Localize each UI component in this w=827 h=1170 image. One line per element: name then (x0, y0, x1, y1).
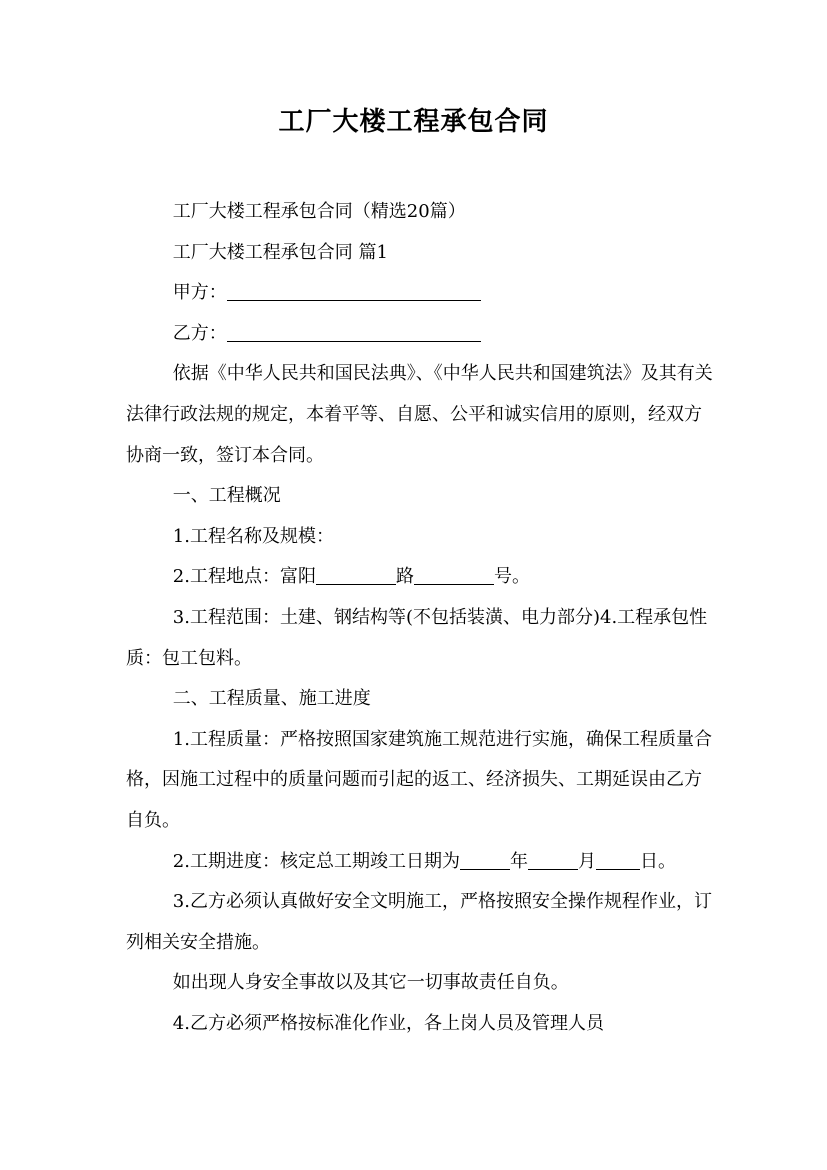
month-blank (528, 849, 578, 870)
party-b-blank (227, 321, 481, 342)
document-subtitle: 工厂大楼工程承包合同（精选20篇） (172, 201, 466, 222)
item-2-2-prefix: 2.工期进度：核定总工期竣工日期为 (172, 850, 460, 872)
item-2-3: 3.乙方必须认真做好安全文明施工，严格按照安全操作规程作业，订列相关安全措施。 (126, 891, 712, 953)
section-2-heading: 二、工程质量、施工进度 (172, 688, 371, 710)
year-blank (460, 849, 510, 870)
item-1-2-suffix: 号。 (493, 566, 530, 588)
item-1-2 (126, 557, 716, 598)
item-2-3-note: 如出现人身安全事故以及其它一切事故责任自负。 (172, 972, 569, 994)
item-2-1: 1.工程质量：严格按照国家建筑施工规范进行实施，确保工程质量合格，因施工过程中的质量问题而引起的返工、经济损失、工期延误由乙方自负。 (126, 728, 712, 831)
chapter-heading: 工厂大楼工程承包合同 篇1 (172, 241, 388, 263)
item-2-2-month: 月 (577, 850, 596, 872)
item-1-1: 1.工程名称及规模： (172, 525, 334, 547)
number-blank (414, 565, 494, 586)
document-body (126, 192, 716, 1044)
party-b-label: 乙方： (172, 322, 227, 344)
item-1-3: 3.工程范围：土建、钢结构等(不包括装潢、电力部分)4.工程承包性质：包工包料。 (126, 606, 708, 669)
preamble-paragraph: 依据《中华人民共和国民法典》、《中华人民共和国建筑法》及其有关法律行政法规的规定，本着平等、自愿、公平和诚实信用的原则，经双方协商一致，签订本合同。 (126, 363, 713, 466)
road-blank (316, 565, 396, 586)
party-b-line (126, 314, 716, 355)
document-title: 工厂大楼工程承包合同 (278, 107, 549, 137)
item-1-2-prefix: 2.工程地点：富阳 (172, 566, 316, 588)
item-2-2 (126, 842, 716, 883)
day-blank (596, 849, 640, 870)
item-2-4: 4.乙方必须严格按标准化作业，各上岗人员及管理人员 (172, 1012, 604, 1034)
item-1-2-mid: 路 (395, 566, 414, 588)
section-1-heading: 一、工程概况 (172, 485, 281, 507)
party-a-label: 甲方： (172, 282, 227, 304)
party-a-line (126, 273, 716, 314)
item-2-2-year: 年 (509, 850, 528, 872)
item-2-2-day: 日。 (639, 850, 676, 872)
party-a-blank (227, 280, 481, 301)
